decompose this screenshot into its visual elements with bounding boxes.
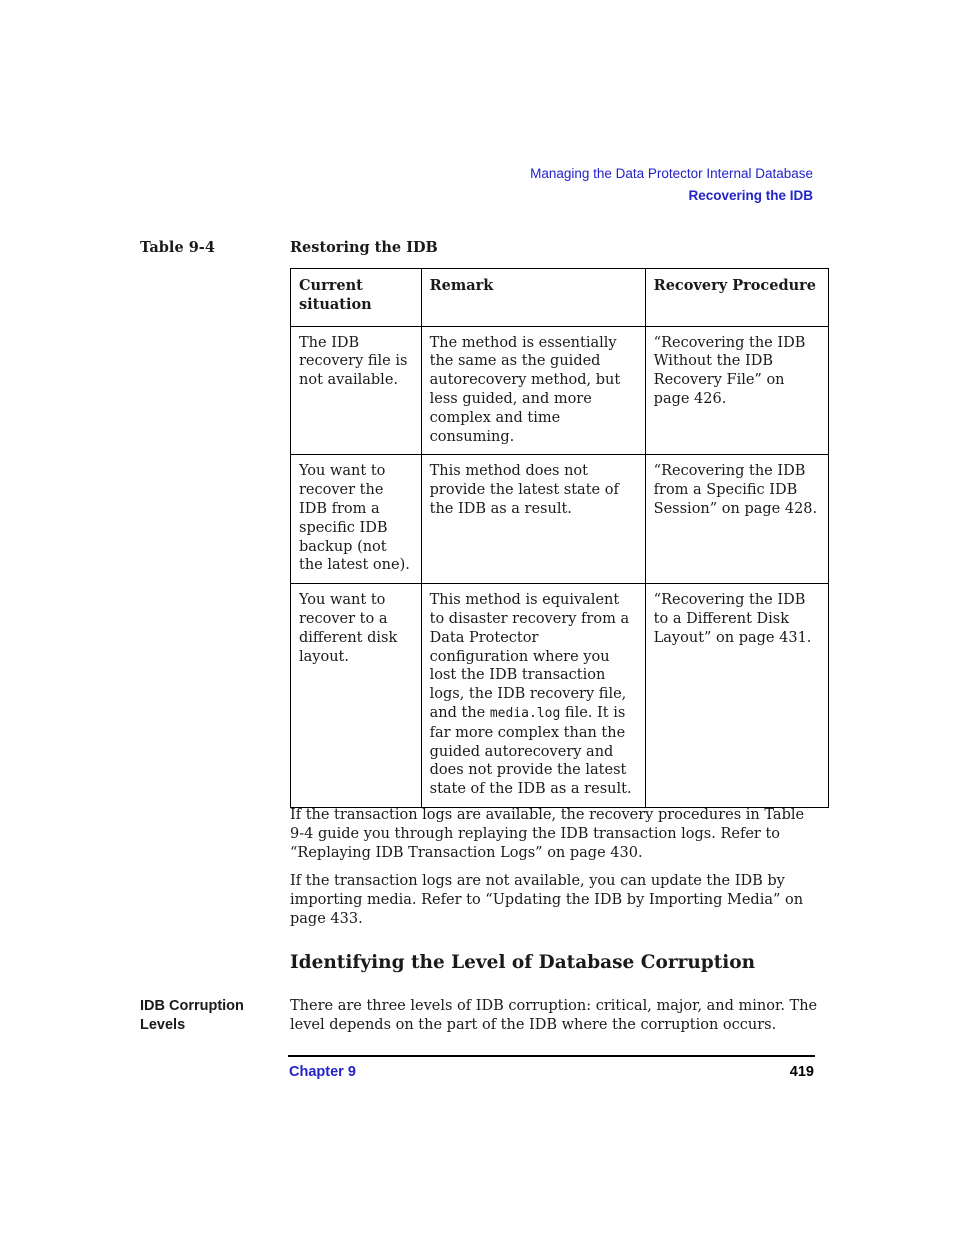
column-header-procedure: Recovery Procedure [645, 269, 828, 327]
table-row [291, 455, 829, 584]
remark-text: This method is equivalent to disaster recovery from a Data Protector configuration where you lost the IDB transaction logs, the IDB recovery file, and the [429, 592, 630, 721]
cell-procedure-link[interactable]: “Recovering the IDB to a Different Disk Layout” on page 431. [645, 584, 828, 808]
running-header-section: Recovering the IDB [688, 188, 813, 203]
cell-remark: This method does not provide the latest state of the IDB as a result. [421, 455, 645, 584]
table-number: Table 9-4 [140, 239, 215, 256]
section-heading: Identifying the Level of Database Corruption [290, 952, 756, 973]
table-row [291, 326, 829, 455]
column-header-situation: Current situation [291, 269, 422, 327]
footer-chapter: Chapter 9 [289, 1064, 356, 1080]
running-header-chapter: Managing the Data Protector Internal Database [530, 166, 813, 181]
cell-remark: The method is essentially the same as the guided autorecovery method, but less guided, and more complex and time consuming. [421, 326, 645, 455]
cell-situation: You want to recover the IDB from a specific IDB backup (not the latest one). [291, 455, 422, 584]
media-log-filename: media.log [489, 705, 561, 721]
paragraph-corruption-levels: There are three levels of IDB corruption: critical, major, and minor. The level depends on the part of the IDB where the corruption occurs. [290, 998, 818, 1033]
paragraph-transaction-logs-available: If the transaction logs are available, the recovery procedures in Table 9-4 guide you through replaying the IDB transaction logs. Refer to “Replaying IDB Transaction Logs” on page 430. [290, 807, 805, 861]
side-heading: IDB Corruption Levels [140, 998, 244, 1033]
cell-situation: You want to recover to a different disk layout. [291, 584, 422, 808]
footer-rule [288, 1055, 815, 1057]
remark-text: file. It is far more complex than the guided autorecovery and does not provide the latest state of the IDB as a result. [429, 704, 632, 798]
table-row [291, 584, 829, 808]
footer-page-number: 419 [789, 1064, 814, 1080]
cell-procedure-link[interactable]: “Recovering the IDB from a Specific IDB Session” on page 428. [645, 455, 828, 584]
table-title: Restoring the IDB [290, 239, 438, 256]
cell-remark [421, 584, 645, 808]
paragraph-transaction-logs-unavailable: If the transaction logs are not available, you can update the IDB by importing media. Refer to “Updating the IDB by Importing Media” on page 433. [290, 873, 804, 927]
cell-procedure-link[interactable]: “Recovering the IDB Without the IDB Recovery File” on page 426. [645, 326, 828, 455]
table-header-row [291, 269, 829, 327]
restoring-idb-table [290, 268, 829, 808]
column-header-remark: Remark [421, 269, 645, 327]
cell-situation: The IDB recovery file is not available. [291, 326, 422, 455]
